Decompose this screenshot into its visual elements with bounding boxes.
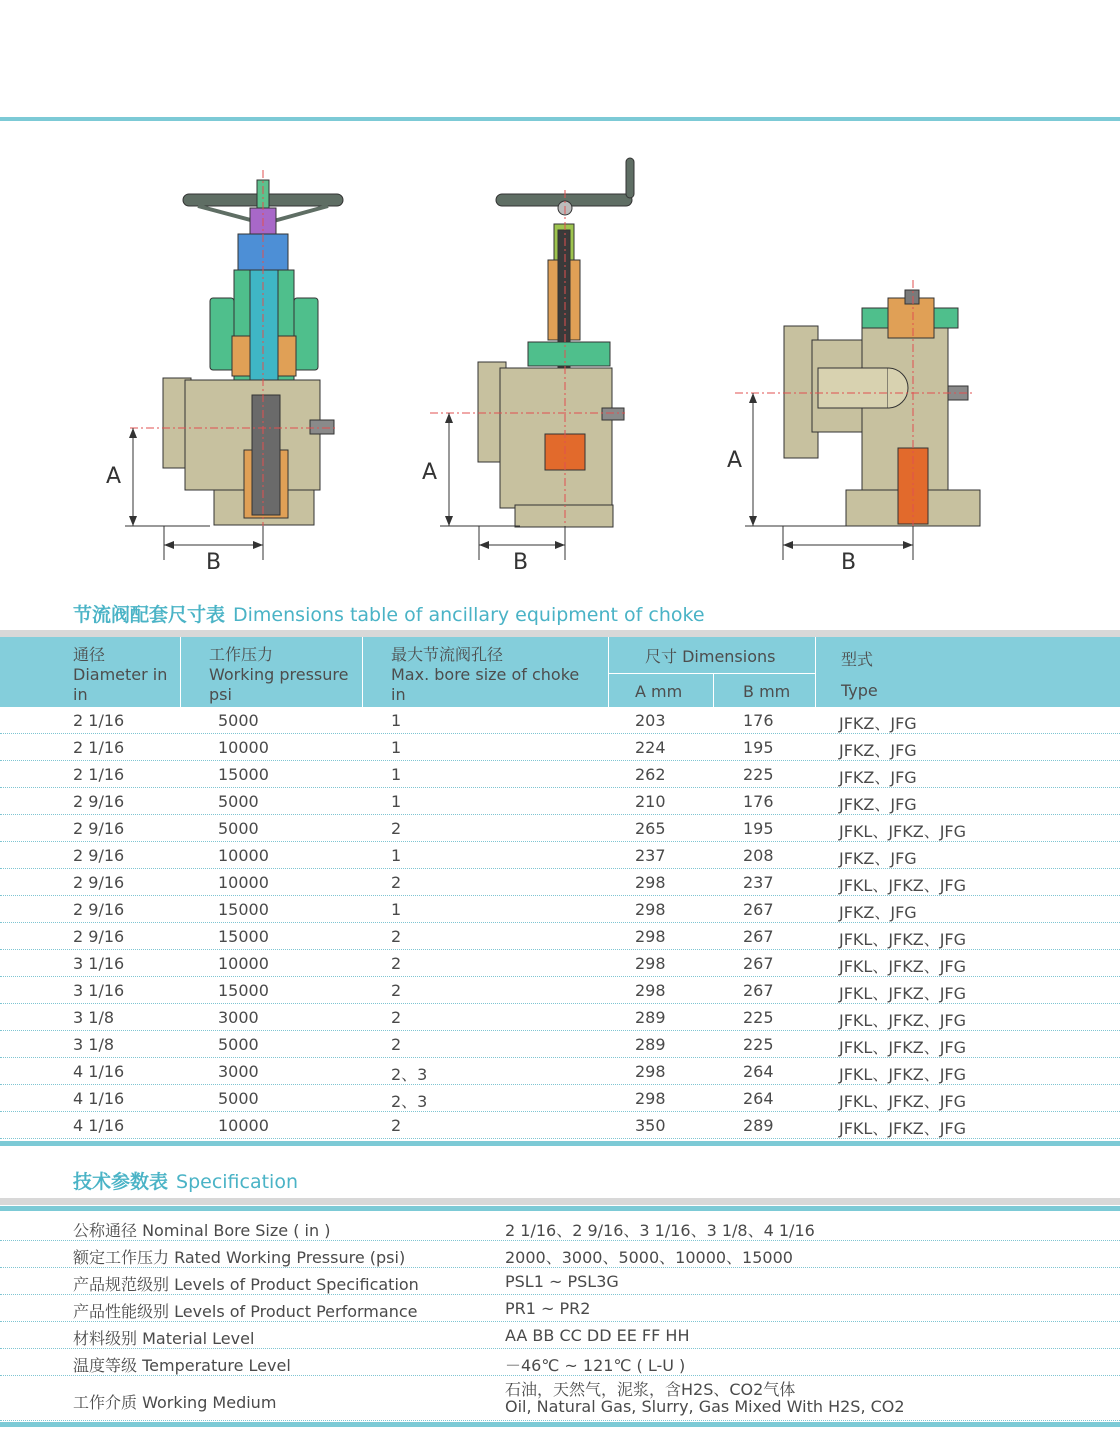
cell-b-mm: 267 bbox=[743, 981, 774, 1000]
cell-bore: 2、3 bbox=[391, 1092, 428, 1111]
header-pressure-unit: psi bbox=[209, 685, 232, 704]
cell-pressure: 10000 bbox=[218, 954, 269, 973]
spec-table bbox=[0, 1214, 1120, 1421]
cell-diameter: 4 1/16 bbox=[73, 1116, 125, 1135]
spec-top-rule bbox=[0, 1206, 1120, 1211]
cell-diameter: 3 1/16 bbox=[73, 954, 125, 973]
cell-pressure: 5000 bbox=[218, 819, 259, 838]
dims-table bbox=[0, 637, 1120, 1139]
cell-diameter: 3 1/8 bbox=[73, 1008, 115, 1027]
cell-bore: 1 bbox=[391, 846, 402, 865]
cell-bore: 1 bbox=[391, 900, 402, 919]
cell-bore: 1 bbox=[391, 738, 402, 757]
cell-a-mm: 298 bbox=[635, 1062, 666, 1081]
cell-a-mm: 210 bbox=[635, 792, 666, 811]
spec-value: 2000、3000、5000、10000、15000 bbox=[505, 1248, 793, 1267]
spec-row-working-medium bbox=[0, 1376, 1120, 1421]
cell-bore: 1 bbox=[391, 792, 402, 811]
table-row bbox=[0, 869, 1120, 896]
cell-a-mm: 224 bbox=[635, 738, 666, 757]
header-b-mm: B mm bbox=[743, 682, 791, 701]
cell-pressure: 10000 bbox=[218, 873, 269, 892]
cell-a-mm: 298 bbox=[635, 927, 666, 946]
spec-label: 公称通径 Nominal Bore Size ( in ) bbox=[73, 1221, 331, 1240]
valve-drawing-3 bbox=[735, 280, 980, 560]
cell-diameter: 2 9/16 bbox=[73, 873, 125, 892]
spec-value: －46℃ ~ 121℃ ( L-U ) bbox=[505, 1356, 686, 1375]
cell-b-mm: 264 bbox=[743, 1089, 774, 1108]
cell-a-mm: 298 bbox=[635, 1089, 666, 1108]
cell-pressure: 5000 bbox=[218, 1035, 259, 1054]
cell-b-mm: 264 bbox=[743, 1062, 774, 1081]
cell-b-mm: 225 bbox=[743, 1035, 774, 1054]
table-row bbox=[0, 1031, 1120, 1058]
header-divider bbox=[362, 637, 363, 707]
header-bore-unit: in bbox=[391, 685, 406, 704]
dim-label-a-2: A bbox=[422, 460, 438, 485]
cell-b-mm: 267 bbox=[743, 954, 774, 973]
dims-bottom-rule bbox=[0, 1141, 1120, 1146]
cell-b-mm: 289 bbox=[743, 1116, 774, 1135]
dim-label-a-1: A bbox=[106, 464, 122, 489]
table-row bbox=[0, 734, 1120, 761]
cell-diameter: 2 9/16 bbox=[73, 792, 125, 811]
cell-b-mm: 225 bbox=[743, 1008, 774, 1027]
cell-type: JFKZ、JFG bbox=[839, 714, 917, 733]
cell-a-mm: 298 bbox=[635, 873, 666, 892]
spec-table-body bbox=[0, 1214, 1120, 1376]
spec-row bbox=[0, 1268, 1120, 1295]
dim-label-b-2: B bbox=[513, 550, 529, 575]
cell-bore: 2 bbox=[391, 954, 402, 973]
header-a-mm: A mm bbox=[635, 682, 683, 701]
spec-label: 工作介质 Working Medium bbox=[73, 1393, 277, 1412]
table-row bbox=[0, 977, 1120, 1004]
table-row bbox=[0, 896, 1120, 923]
spec-value: PSL1 ~ PSL3G bbox=[505, 1272, 619, 1291]
cell-b-mm: 225 bbox=[743, 765, 774, 784]
cell-type: JFKL、JFKZ、JFG bbox=[839, 1065, 967, 1084]
spec-label: 产品性能级别 Levels of Product Performance bbox=[73, 1302, 418, 1321]
cell-diameter: 2 1/16 bbox=[73, 765, 125, 784]
table-row bbox=[0, 788, 1120, 815]
cell-type: JFKZ、JFG bbox=[839, 768, 917, 787]
cell-a-mm: 298 bbox=[635, 900, 666, 919]
cell-a-mm: 289 bbox=[635, 1008, 666, 1027]
header-divider bbox=[713, 673, 714, 707]
dims-gray-band bbox=[0, 630, 1120, 637]
cell-diameter: 4 1/16 bbox=[73, 1062, 125, 1081]
table-row bbox=[0, 950, 1120, 977]
cell-pressure: 5000 bbox=[218, 792, 259, 811]
cell-pressure: 15000 bbox=[218, 981, 269, 1000]
cell-pressure: 15000 bbox=[218, 765, 269, 784]
header-divider bbox=[815, 637, 816, 707]
header-pressure-en: Working pressure bbox=[209, 665, 349, 684]
cell-type: JFKL、JFKZ、JFG bbox=[839, 930, 967, 949]
spec-label: 材料级别 Material Level bbox=[73, 1329, 255, 1348]
cell-a-mm: 350 bbox=[635, 1116, 666, 1135]
cell-type: JFKL、JFKZ、JFG bbox=[839, 1119, 967, 1138]
cell-type: JFKL、JFKZ、JFG bbox=[839, 984, 967, 1003]
cell-type: JFKZ、JFG bbox=[839, 849, 917, 868]
spec-row bbox=[0, 1214, 1120, 1241]
cell-bore: 2 bbox=[391, 873, 402, 892]
spec-title-cn: 技术参数表 bbox=[73, 1171, 169, 1193]
cell-diameter: 2 1/16 bbox=[73, 711, 125, 730]
cell-b-mm: 237 bbox=[743, 873, 774, 892]
table-row bbox=[0, 1085, 1120, 1112]
cell-bore: 1 bbox=[391, 765, 402, 784]
spec-value: 2 1/16、2 9/16、3 1/16、3 1/8、4 1/16 bbox=[505, 1221, 815, 1240]
cell-bore: 2、3 bbox=[391, 1065, 428, 1084]
table-row bbox=[0, 1004, 1120, 1031]
valve-drawings bbox=[0, 150, 1120, 580]
cell-diameter: 2 9/16 bbox=[73, 819, 125, 838]
cell-diameter: 2 9/16 bbox=[73, 927, 125, 946]
cell-type: JFKL、JFKZ、JFG bbox=[839, 1038, 967, 1057]
cell-a-mm: 265 bbox=[635, 819, 666, 838]
header-type-cn: 型式 bbox=[841, 650, 874, 669]
dims-section-title bbox=[73, 600, 705, 627]
spec-row bbox=[0, 1295, 1120, 1322]
table-row bbox=[0, 1112, 1120, 1139]
cell-a-mm: 289 bbox=[635, 1035, 666, 1054]
table-row bbox=[0, 1058, 1120, 1085]
table-row bbox=[0, 761, 1120, 788]
cell-bore: 2 bbox=[391, 1116, 402, 1135]
cell-type: JFKL、JFKZ、JFG bbox=[839, 1011, 967, 1030]
cell-diameter: 2 1/16 bbox=[73, 738, 125, 757]
cell-b-mm: 176 bbox=[743, 792, 774, 811]
spec-value-cn: 石油，天然气，泥浆，含H2S、CO2气体 bbox=[505, 1380, 796, 1399]
cell-diameter: 4 1/16 bbox=[73, 1089, 125, 1108]
cell-type: JFKZ、JFG bbox=[839, 903, 917, 922]
spec-row bbox=[0, 1322, 1120, 1349]
cell-pressure: 15000 bbox=[218, 927, 269, 946]
table-row bbox=[0, 842, 1120, 869]
cell-b-mm: 195 bbox=[743, 819, 774, 838]
dim-label-a-3: A bbox=[727, 448, 743, 473]
spec-label: 额定工作压力 Rated Working Pressure (psi) bbox=[73, 1248, 406, 1267]
cell-pressure: 3000 bbox=[218, 1008, 259, 1027]
cell-type: JFKL、JFKZ、JFG bbox=[839, 876, 967, 895]
header-divider bbox=[609, 673, 815, 674]
cell-pressure: 5000 bbox=[218, 711, 259, 730]
cell-type: JFKL、JFKZ、JFG bbox=[839, 957, 967, 976]
cell-type: JFKL、JFKZ、JFG bbox=[839, 1092, 967, 1111]
cell-diameter: 3 1/16 bbox=[73, 981, 125, 1000]
cell-a-mm: 262 bbox=[635, 765, 666, 784]
dims-table-header bbox=[0, 637, 1120, 707]
cell-pressure: 10000 bbox=[218, 1116, 269, 1135]
dim-label-b-1: B bbox=[206, 550, 222, 575]
spec-row bbox=[0, 1349, 1120, 1376]
cell-bore: 2 bbox=[391, 1008, 402, 1027]
cell-diameter: 2 9/16 bbox=[73, 900, 125, 919]
header-divider bbox=[180, 637, 181, 707]
cell-pressure: 10000 bbox=[218, 846, 269, 865]
cell-b-mm: 195 bbox=[743, 738, 774, 757]
cell-type: JFKZ、JFG bbox=[839, 741, 917, 760]
cell-bore: 2 bbox=[391, 819, 402, 838]
top-accent-rule bbox=[0, 117, 1120, 121]
cell-type: JFKZ、JFG bbox=[839, 795, 917, 814]
header-bore-en: Max. bore size of choke bbox=[391, 665, 580, 684]
cell-diameter: 3 1/8 bbox=[73, 1035, 115, 1054]
spec-value: AA BB CC DD EE FF HH bbox=[505, 1326, 690, 1345]
cell-b-mm: 267 bbox=[743, 927, 774, 946]
header-pressure-cn: 工作压力 bbox=[209, 645, 274, 664]
header-diameter-cn: 通径 bbox=[73, 645, 106, 664]
dim-label-b-3: B bbox=[841, 550, 857, 575]
cell-type: JFKL、JFKZ、JFG bbox=[839, 822, 967, 841]
dims-title-en: Dimensions table of ancillary equipment of choke bbox=[233, 604, 705, 626]
spec-label: 温度等级 Temperature Level bbox=[73, 1356, 291, 1375]
header-dimensions: 尺寸 Dimensions bbox=[645, 647, 776, 666]
dims-title-cn: 节流阀配套尺寸表 bbox=[73, 604, 226, 626]
cell-bore: 2 bbox=[391, 1035, 402, 1054]
spec-label: 产品规范级别 Levels of Product Specification bbox=[73, 1275, 419, 1294]
spec-row bbox=[0, 1241, 1120, 1268]
cell-a-mm: 237 bbox=[635, 846, 666, 865]
cell-diameter: 2 9/16 bbox=[73, 846, 125, 865]
cell-a-mm: 203 bbox=[635, 711, 666, 730]
spec-bottom-rule bbox=[0, 1422, 1120, 1427]
spec-section-title bbox=[73, 1167, 298, 1194]
header-diameter-unit: in bbox=[73, 685, 88, 704]
cell-b-mm: 208 bbox=[743, 846, 774, 865]
table-row bbox=[0, 923, 1120, 950]
spec-title-en: Specification bbox=[176, 1171, 299, 1193]
cell-a-mm: 298 bbox=[635, 954, 666, 973]
cell-b-mm: 176 bbox=[743, 711, 774, 730]
valve-drawing-1 bbox=[125, 170, 343, 560]
cell-pressure: 5000 bbox=[218, 1089, 259, 1108]
header-type-en: Type bbox=[841, 681, 878, 700]
dims-table-body bbox=[0, 707, 1120, 1139]
table-row bbox=[0, 707, 1120, 734]
cell-bore: 2 bbox=[391, 927, 402, 946]
cell-a-mm: 298 bbox=[635, 981, 666, 1000]
header-diameter-en: Diameter in bbox=[73, 665, 168, 684]
valve-drawing-2 bbox=[430, 158, 634, 560]
cell-b-mm: 267 bbox=[743, 900, 774, 919]
header-divider bbox=[608, 637, 609, 707]
cell-bore: 1 bbox=[391, 711, 402, 730]
table-row bbox=[0, 815, 1120, 842]
cell-bore: 2 bbox=[391, 981, 402, 1000]
spec-gray-band bbox=[0, 1198, 1120, 1205]
cell-pressure: 15000 bbox=[218, 900, 269, 919]
cell-pressure: 3000 bbox=[218, 1062, 259, 1081]
cell-pressure: 10000 bbox=[218, 738, 269, 757]
spec-value-en: Oil, Natural Gas, Slurry, Gas Mixed With H2S, CO2 bbox=[505, 1397, 905, 1416]
header-bore-cn: 最大节流阀孔径 bbox=[391, 645, 504, 664]
spec-value: PR1 ~ PR2 bbox=[505, 1299, 591, 1318]
